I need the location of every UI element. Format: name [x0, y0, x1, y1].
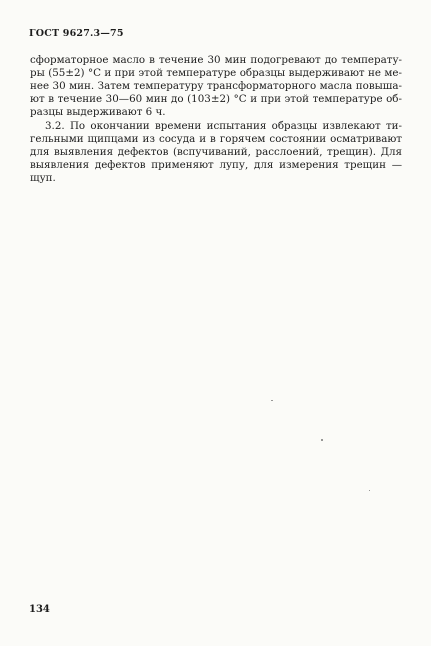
text-line: 3.2. По окончании времени испытания образцы извлекают ти-	[45, 120, 402, 132]
text-line: ры (55±2) °С и при этой температуре образцы выдерживают не ме-	[30, 67, 402, 79]
text-line: ют в течение 30—60 мин до (103±2) °С и при этой температуре об-	[30, 93, 402, 105]
text-line: нее 30 мин. Затем температуру трансформаторного масла повыша-	[30, 80, 402, 92]
scan-speck	[369, 490, 370, 491]
scan-speck	[321, 439, 323, 441]
text-line: выявления дефектов применяют лупу, для измерения трещин —	[30, 159, 402, 171]
text-line: щуп.	[30, 172, 56, 184]
text-line: гельными щипцами из сосуда и в горячем состоянии осматривают	[30, 133, 402, 145]
page-number: 134	[29, 604, 50, 615]
paragraph-heating-procedure	[30, 54, 402, 119]
text-line: разцы выдерживают 6 ч.	[30, 106, 166, 118]
document-header: ГОСТ 9627.3—75	[29, 28, 124, 39]
text-line: сформаторное масло в течение 30 мин подогревают до температу-	[30, 54, 402, 66]
scan-speck	[271, 400, 273, 401]
paragraph-inspection-3-2	[30, 120, 402, 185]
text-line: для выявления дефектов (вспучиваний, расслоений, трещин). Для	[30, 146, 402, 158]
document-body	[30, 54, 402, 185]
